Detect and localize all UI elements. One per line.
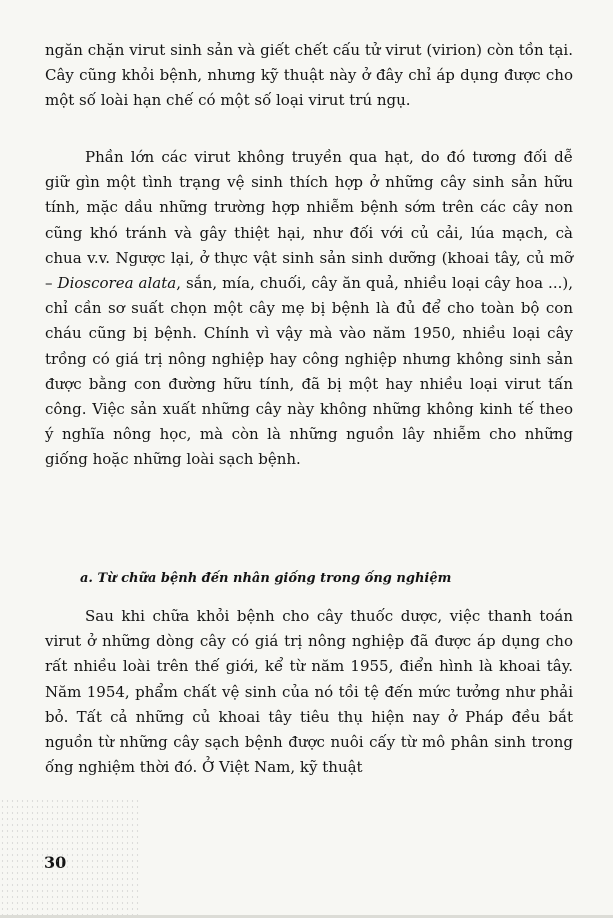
paragraph-1-text: ngăn chặn virut sinh sản và giết chết cấu tử virut (virion) còn tồn tại. Cây cũng khỏi bệnh, nhưng kỹ thuật này ở đây chỉ áp dụng được cho một số loài hạn chế có một số loại virut trú ngụ. (45, 41, 573, 110)
paragraph-3 (45, 604, 573, 780)
section-subheading: a. Từ chữa bệnh đến nhân giống trong ống nghiệm (80, 571, 452, 586)
paragraph-1 (45, 38, 573, 114)
paragraph-2-text-end: , sắn, mía, chuối, cây ăn quả, nhiều loại cây hoa ...), chỉ cần sơ suất chọn một cây mẹ bị bệnh là đủ để cho toàn bộ con cháu cũng bị bệnh. Chính vì vậy mà vào năm 1950, nhiều loại cây trồng có giá trị nông nghiệp hay công nghiệp nhưng không sinh sản được bằng con đường hữu tính, đã bị một hay nhiều loại virut tấn công. Việc sản xuất những cây này không những không kinh tế theo ý nghĩa nông học, mà còn là những nguồn lây nhiễm cho những giống hoặc những loài sạch bệnh. (45, 274, 573, 469)
species-name: Dioscorea alata (57, 274, 177, 293)
paragraph-2 (45, 145, 573, 473)
paragraph-2-text-start: Phần lớn các virut không truyền qua hạt, do đó tương đối dễ giữ gìn một tình trạng vệ sinh thích hợp ở những cây sinh sản hữu tính, mặc dầu những trường hợp nhiễm bệnh sớm trên các cây non cũng khó tránh và gây thiệt hại, như đối với củ cải, lúa mạch, cà chua v.v. Ngược lại, ở thực vật sinh sản sinh dưỡng (khoai tây, củ mỡ – (45, 148, 573, 293)
scan-noise (0, 798, 140, 918)
page-number: 30 (44, 853, 67, 872)
paragraph-2-text (45, 145, 573, 473)
paragraph-3-text: Sau khi chữa khỏi bệnh cho cây thuốc dược, việc thanh toán virut ở những dòng cây có giá trị nông nghiệp đã được áp dụng cho rất nhiều loài trên thế giới, kể từ năm 1955, điển hình là khoai tây. Năm 1954, phẩm chất vệ sinh của nó tồi tệ đến mức tưởng như phải bỏ. Tất cả những củ khoai tây tiêu thụ hiện nay ở Pháp đều bắt nguồn từ những cây sạch bệnh được nuôi cấy từ mô phân sinh trong ống nghiệm thời đó. Ở Việt Nam, kỹ thuật (45, 607, 573, 777)
